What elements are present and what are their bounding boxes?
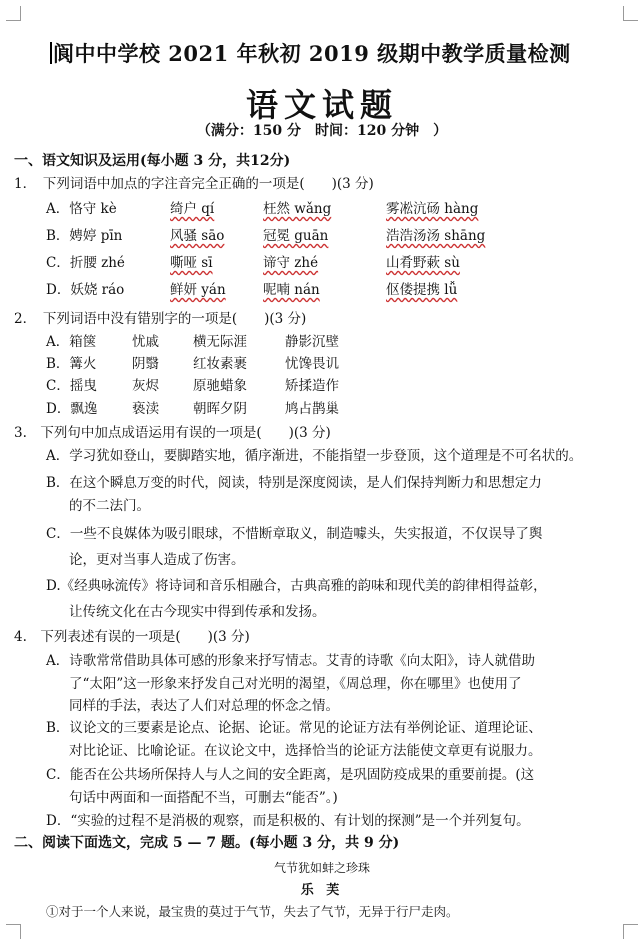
option-c: C．能否在公共场所保持人与人之间的安全距离，是巩固防疫成果的重要前提。(这 <box>46 767 535 783</box>
option: C．摇曳 <box>46 378 97 394</box>
option: 忧馋畏讥 <box>285 356 339 372</box>
passage-author: 乐 芙 <box>300 883 344 898</box>
option: 阴翳 <box>132 356 159 372</box>
option-a: A．诗歌常常借助具体可感的形象来抒写情志。艾青的诗歌《向太阳》，诗人就借助 <box>46 653 535 669</box>
school-title-text: 阆中中学校 2021 年秋初 2019 级期中教学质量检测 <box>53 41 571 66</box>
passage-paragraph: ①对于一个人来说，最宝贵的莫过于气节，失去了气节，无异于行尸走肉。 <box>46 904 459 919</box>
question-stem: 3. 下列句中加点成语运用有误的一项是( )(3 分) <box>14 425 331 441</box>
option: C．折腰 zhé <box>46 255 125 271</box>
subject-title: 语文试题 <box>245 86 398 124</box>
score-info: （满分：150 分 时间：120 分钟 ） <box>196 123 448 139</box>
option-a: A．学习犹如登山，要脚踏实地，循序渐进，不能指望一步登顶，这个道理是不可名状的。 <box>46 448 583 464</box>
corner-mark <box>6 6 21 21</box>
option: A．箱箧 <box>46 334 97 350</box>
option: 伛偻提携 lǚ <box>386 282 458 298</box>
option: 忧戚 <box>132 334 159 350</box>
option: 呢喃 nán <box>263 282 320 298</box>
option-d: D.《经典咏流传》将诗词和音乐相融合，古典高雅的韵味和现代美的韵律相得益彰， <box>46 578 547 594</box>
option: 风骚 sāo <box>170 228 225 244</box>
text-cursor <box>50 42 52 64</box>
option: A．恪守 kè <box>46 201 117 217</box>
option: 枉然 wǎng <box>263 201 332 217</box>
option: 矫揉造作 <box>285 378 339 394</box>
option-a-cont: 了“太阳”这一形象来抒发自己对光明的渴望，《周总理，你在哪里》也使用了 <box>69 676 522 692</box>
option-c: C．一些不良媒体为吸引眼球，不惜断章取义，制造噱头，失实报道，不仅误导了舆 <box>46 526 543 542</box>
option: 亵渎 <box>132 401 159 417</box>
option: 雾凇沆砀 hàng <box>386 201 479 217</box>
option-d-cont: 让传统文化在古今现实中得到传承和发扬。 <box>69 604 326 620</box>
option: D．妖娆 ráo <box>46 282 125 298</box>
passage-title: 气节犹如蚌之珍珠 <box>273 861 370 875</box>
option-b-cont: 的不二法门。 <box>69 498 150 514</box>
option: B．篝火 <box>46 356 97 372</box>
option: 浩浩汤汤 shāng <box>386 228 486 244</box>
option: D．飘逸 <box>46 401 98 417</box>
section-heading: 二、阅读下面选文，完成 5 — 7 题。(每小题 3 分，共 9 分) <box>14 835 400 851</box>
option-d: D．“实验的过程不是消极的观察，而是积极的、有计划的探测”是一个并列复句。 <box>46 813 530 829</box>
option: 绮户 qí <box>170 201 215 217</box>
section-heading: 一、语文知识及运用(每小题 3 分，共12分) <box>14 153 291 169</box>
school-title <box>50 38 610 68</box>
option: 嘶哑 sī <box>170 255 213 271</box>
option: 静影沉壁 <box>285 334 339 350</box>
option-a-cont: 同样的手法，表达了人们对总理的怀念之情。 <box>69 698 339 714</box>
option-b: B．议论文的三要素是论点、论据、论证。常见的论证方法有举例论证、道理论证、 <box>46 720 542 736</box>
option: 灰烬 <box>132 378 159 394</box>
option: 鲜妍 yán <box>170 282 226 298</box>
option: 原驰蜡象 <box>193 378 247 394</box>
option: 红妆素裹 <box>193 356 247 372</box>
option: 冠冕 guān <box>263 228 329 244</box>
corner-mark <box>6 924 21 939</box>
option: 横无际涯 <box>193 334 247 350</box>
option: 朝晖夕阴 <box>193 401 247 417</box>
question-stem: 2． 下列词语中没有错别字的一项是( )(3 分) <box>14 311 307 327</box>
option: 谛守 zhé <box>263 255 319 271</box>
option-c-cont: 句话中两面和一面搭配不当，可删去“能否”。) <box>69 790 338 806</box>
option: 山肴野蔌 sù <box>386 255 460 271</box>
option: 鸠占鹊巢 <box>285 401 339 417</box>
question-stem: 1． 下列词语中加点的字注音完全正确的一项是( )(3 分) <box>14 176 374 192</box>
question-stem: 4. 下列表述有误的一项是( )(3 分) <box>14 629 250 645</box>
option: B．娉婷 pīn <box>46 228 123 244</box>
corner-mark <box>623 924 638 939</box>
option-b: B．在这个瞬息万变的时代，阅读，特别是深度阅读，是人们保持判断力和思想定力 <box>46 475 542 491</box>
option-b-cont: 对比论证、比喻论证。在议论文中，选择恰当的论证方法能使文章更有说服力。 <box>69 743 542 759</box>
option-c-cont: 论，更对当事人造成了伤害。 <box>69 552 245 568</box>
corner-mark <box>623 6 638 21</box>
